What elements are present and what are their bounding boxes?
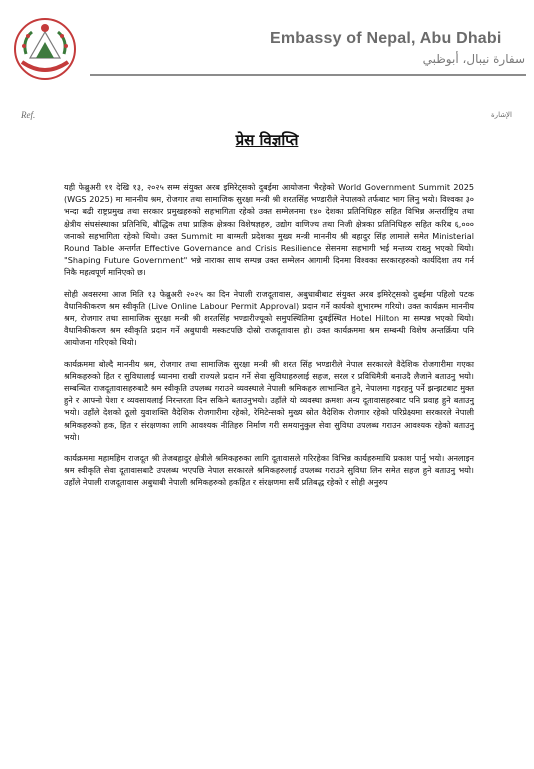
document-body [64,181,474,497]
ref-label: Ref. [21,110,36,120]
embassy-name-arabic: سفارة نيبال، أبوظبي [422,52,525,66]
paragraph: यही फेब्रुअरी ११ देखि १३, २०२५ सम्म संयुक्त अरब इमिरेट्सको दुबईमा आयोजना भैरहेको World Government Summit 2025 (WGS 2025) मा माननीय श्रम, रोजगार तथा सामाजिक सुरक्षा मन्त्री श्री शरतसिंह भण्डारीले नेपालको तर्फबाट भाग लिनु भयो। विश्वका ३० भन्दा बढी राष्ट्रप्रमुख तथा सरकार प्रमुखहरुको सहभागिता रहेको उक्त सम्मेलनमा १४० देशका प्रतिनिधिहरु सहित विभिन्न अन्तर्राष्ट्रिय तथा क्षेत्रीय संघसंस्थाका प्रतिनिधि, बौद्धिक तथा प्राज्ञिक क्षेत्रका विशेषज्ञहरु, उद्योग वाणिज्य तथा निजी क्षेत्रका प्रतिनिधिहरु सहित करिब ६,००० जनाको सहभागिता रहेको थियो। उक्त Summit मा बाग्मती प्रदेशका मुख्य मन्त्री माननीय श्री बहादुर सिंह लामाले समेत Ministerial Round Table अन्तर्गत Effective Governance and Crisis Resilience सेसनमा सहभागी भई मन्तव्य राख्नु भएको थियो। "Shaping Future Government" भन्ने नाराका साथ सम्पन्न उक्त सम्मेलन आगामी दिनमा विश्वका सरकारहरुको कार्यदिशा तय गर्न निकै महत्वपूर्ण मानिएको छ। [64,182,474,278]
paragraph: कार्यक्रममा बोल्दै माननीय श्रम, रोजगार तथा सामाजिक सुरक्षा मन्त्री श्री शरत सिंह भण्डारीले नेपाल सरकारले वैदेशिक रोजगारीमा गएका श्रमिकहरुको हित र सुविधालाई ध्यानमा राखी राज्यले प्रदान गर्ने सेवा सुविधाहरुलाई सहज, सरल र प्रविधिमैत्री बनाउदै लैजाने बताउनु भयो। सम्बन्धित राजदूतावासहरुबाटै श्रम स्वीकृति उपलब्ध गराउने व्यवस्थाले नेपाली श्रमिकहरु लाभान्वित हुने, नेपालमा गइरहनु पर्ने झन्झटबाट मुक्त हुने र आफ्नो पेशा र व्यवसायलाई निरन्तरता दिन सकिने बताउनुभयो। उहाँले यो व्यवस्था क्रमशः अन्य दूतावासहरुबाट पनि प्रवाह हुने बताउनु भयो। उहाँले देशको ठूलो युवाशक्ति वैदेशिक रोजगारीमा रहेको, रेमिटेन्सको मुख्य स्रोत वैदेशिक रोजगार रहेको परिप्रेक्ष्यमा सरकारले नेपाली श्रमिकहरुको हक, हित र संरक्षणका लागि आवश्यक नीतिहरु निर्माण गरी समयानुकुल सेवा सुविधा उपलब्ध गराउन आवश्यक रहेको बताउनु भयो। [64,358,474,442]
ref-label-arabic: الإشارة [491,111,512,119]
document-title: प्रेस विज्ञप्ति [235,131,299,149]
nepal-emblem-icon [10,14,80,84]
letterhead-divider [90,74,526,76]
embassy-name-english: Embassy of Nepal, Abu Dhabi [270,30,502,47]
paragraph: सोही अवसरमा आज मिति १३ फेब्रुअरी २०२५ का दिन नेपाली राजदूतावास, अबुधाबीबाट संयुक्त अरब इमिरेट्सको दुबईमा पहिलो पटक वैधानिकीकरण श्रम स्वीकृति (Live Online Labour Permit Approval) प्रदान गर्ने कार्यको शुभारम्भ गरियो। उक्त कार्यक्रम माननीय श्रम, रोजगार तथा सामाजिक सुरक्षा मन्त्री श्री शरतसिंह भण्डारीज्यूको समुपस्थितिमा दुबईस्थित Hotel Hilton मा सम्पन्न भएको थियो। वैधानिकीकरण श्रम स्वीकृति प्रदान गर्ने अबुधावी मस्कटपछि दोस्रो राजदूतावास हो। उक्त कार्यक्रममा श्रम सम्बन्धी विशेष अन्तर्क्रिया पनि आयोजना गरिएको थियो। [64,288,474,348]
paragraph: कार्यक्रममा महामहिम राजदूत श्री तेजबहादुर क्षेत्रीले श्रमिकहरुका लागि दूतावासले गरिरहेका विभिन्न कार्यहरुमाथि प्रकाश पार्नु भयो। अनलाइन श्रम स्वीकृति सेवा दूतावासबाटै उपलब्ध भएपछि नेपाल सरकारले श्रमिकहरुलाई उपलब्ध गराउने सुविधा लिन समेत सहज हुने बताउनु भयो। उहाँले नेपाली राजदूतावास अबुधाबी नेपाली श्रमिकहरुको हकहित र संरक्षणमा सधैं प्रतिबद्ध रहेको र सोही अनुरुप [64,453,474,488]
